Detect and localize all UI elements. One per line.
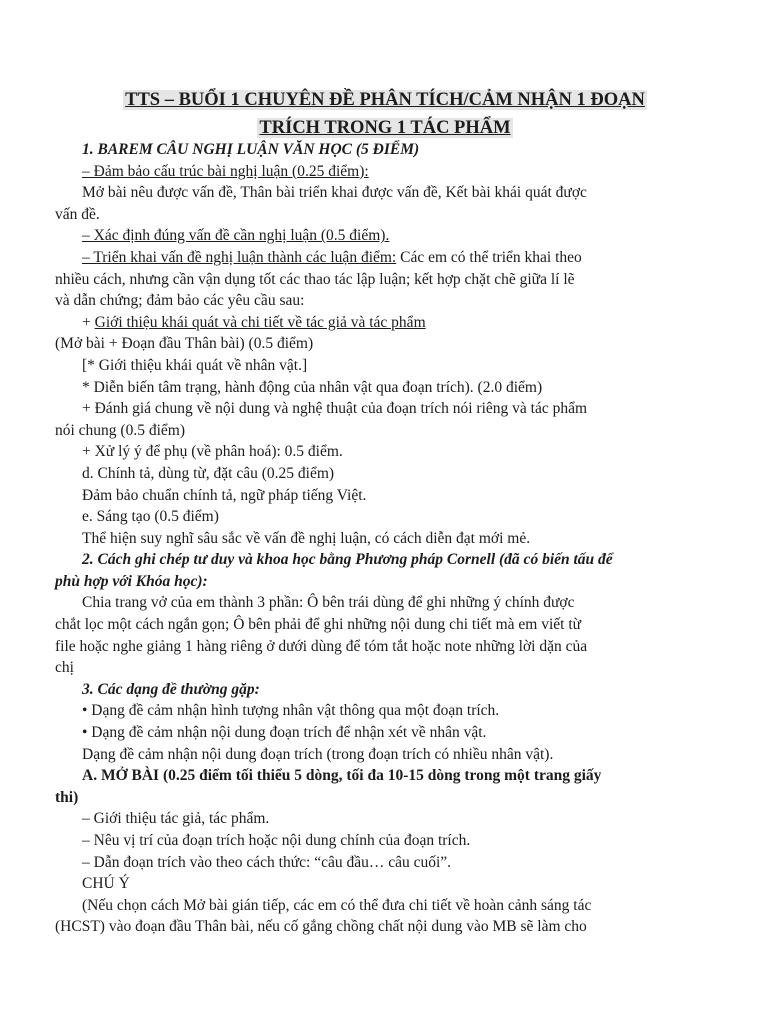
section-3-heading: 3. Các dạng đề thường gặp: (82, 680, 260, 698)
list-item: – Dẫn đoạn trích vào theo cách thức: “câu đầu… câu cuối”. (82, 853, 452, 871)
paragraph-line: Đảm bảo chuẩn chính tả, ngữ pháp tiếng Việt. (82, 486, 367, 504)
paragraph-line: vấn đề. (55, 205, 100, 223)
paragraph-line: (Mở bài + Đoạn đầu Thân bài) (0.5 điểm) (55, 335, 314, 353)
section-a-heading: A. MỞ BÀI (0.25 điểm tối thiểu 5 dòng, tối đa 10-15 dòng trong một trang giấy (82, 767, 602, 785)
section-2-heading: 2. Cách ghi chép tư duy và khoa học bằng Phương pháp Cornell (đã có biến tấu để (82, 551, 613, 569)
bullet-author-work (55, 312, 715, 334)
list-item: • Dạng đề cảm nhận nội dung đoạn trích để nhận xét về nhân vật. (82, 724, 487, 742)
bullet-plus: + (82, 313, 95, 331)
paragraph-line: (Nếu chọn cách Mở bài gián tiếp, các em có thể đưa chi tiết về hoàn cảnh sáng tác (82, 896, 592, 914)
section-2-heading-cont: phù hợp với Khóa học): (55, 572, 208, 590)
title-line-2: TRÍCH TRONG 1 TÁC PHẨM (259, 118, 511, 138)
list-item: • Dạng đề cảm nhận hình tượng nhân vật thông qua một đoạn trích. (82, 702, 500, 720)
section-a-heading-cont: thi) (55, 788, 79, 806)
paragraph-line: nói chung (0.5 điểm) (55, 421, 186, 439)
section-1-heading: 1. BAREM CÂU NGHỊ LUẬN VĂN HỌC (5 ĐIỂM) (82, 141, 420, 158)
list-item: Dạng đề cảm nhận nội dung đoạn trích (trong đoạn trích có nhiều nhân vật). (82, 745, 554, 763)
paragraph-line: chắt lọc một cách ngắn gọn; Ô bên phải để ghi những nội dung chi tiết mà em viết từ (55, 616, 582, 634)
paragraph-line: + Đánh giá chung về nội dung và nghệ thuật của đoạn trích nói riêng và tác phẩm (82, 400, 588, 418)
note-label: CHÚ Ý (82, 875, 130, 893)
list-item: – Giới thiệu tác giả, tác phẩm. (82, 810, 270, 828)
paragraph-line: Mở bài nêu được vấn đề, Thân bài triển khai được vấn đề, Kết bài khái quát được (82, 184, 587, 202)
criterion-arguments-label: – Triển khai vấn đề nghị luận thành các luận điểm: (82, 248, 397, 266)
paragraph-line: file hoặc nghe giảng 1 hàng riêng ở dưới dùng để tóm tắt hoặc note những lời dặn của (55, 637, 588, 655)
criterion-structure: – Đảm bảo cấu trúc bài nghị luận (0.25 điểm): (82, 162, 369, 180)
criterion-arguments (55, 247, 715, 269)
list-item: – Nêu vị trí của đoạn trích hoặc nội dung chính của đoạn trích. (82, 832, 471, 849)
paragraph-line: e. Sáng tạo (0.5 điểm) (82, 508, 219, 526)
paragraph-line: d. Chính tả, dùng từ, đặt câu (0.25 điểm) (82, 464, 335, 482)
document-title (60, 86, 710, 142)
paragraph-line: nhiều cách, nhưng cần vận dụng tốt các thao tác lập luận; kết hợp chặt chẽ giữa lí lẽ (55, 270, 575, 288)
paragraph-line: Chia trang vở của em thành 3 phần: Ô bên trái dùng để ghi những ý chính được (82, 594, 575, 612)
criterion-issue: – Xác định đúng vấn đề cần nghị luận (0.5 điểm). (82, 227, 390, 245)
paragraph-line: [* Giới thiệu khái quát về nhân vật.] (82, 356, 308, 374)
paragraph-line: và dẫn chứng; đảm bảo các yêu cầu sau: (55, 292, 305, 310)
paragraph-line: * Diễn biến tâm trạng, hành động của nhân vật qua đoạn trích). (2.0 điểm) (82, 378, 543, 396)
bullet-author-work-text: Giới thiệu khái quát và chi tiết về tác giả và tác phẩm (94, 313, 426, 331)
paragraph-line: Thể hiện suy nghĩ sâu sắc về vấn đề nghị luận, có cách diễn đạt mới mẻ. (82, 529, 531, 547)
criterion-arguments-text: Các em có thể triển khai theo (396, 248, 582, 266)
paragraph-line: chị (55, 659, 74, 677)
title-line-1: TTS – BUỔI 1 CHUYÊN ĐỀ PHÂN TÍCH/CẢM NHẬN 1 ĐOẠN (125, 90, 645, 110)
document-body (55, 139, 715, 938)
paragraph-line: + Xử lý ý để phụ (về phân hoá): 0.5 điểm. (82, 443, 343, 461)
paragraph-line: (HCST) vào đoạn đầu Thân bài, nếu cố gắng chồng chất nội dung vào MB sẽ làm cho (55, 918, 587, 936)
